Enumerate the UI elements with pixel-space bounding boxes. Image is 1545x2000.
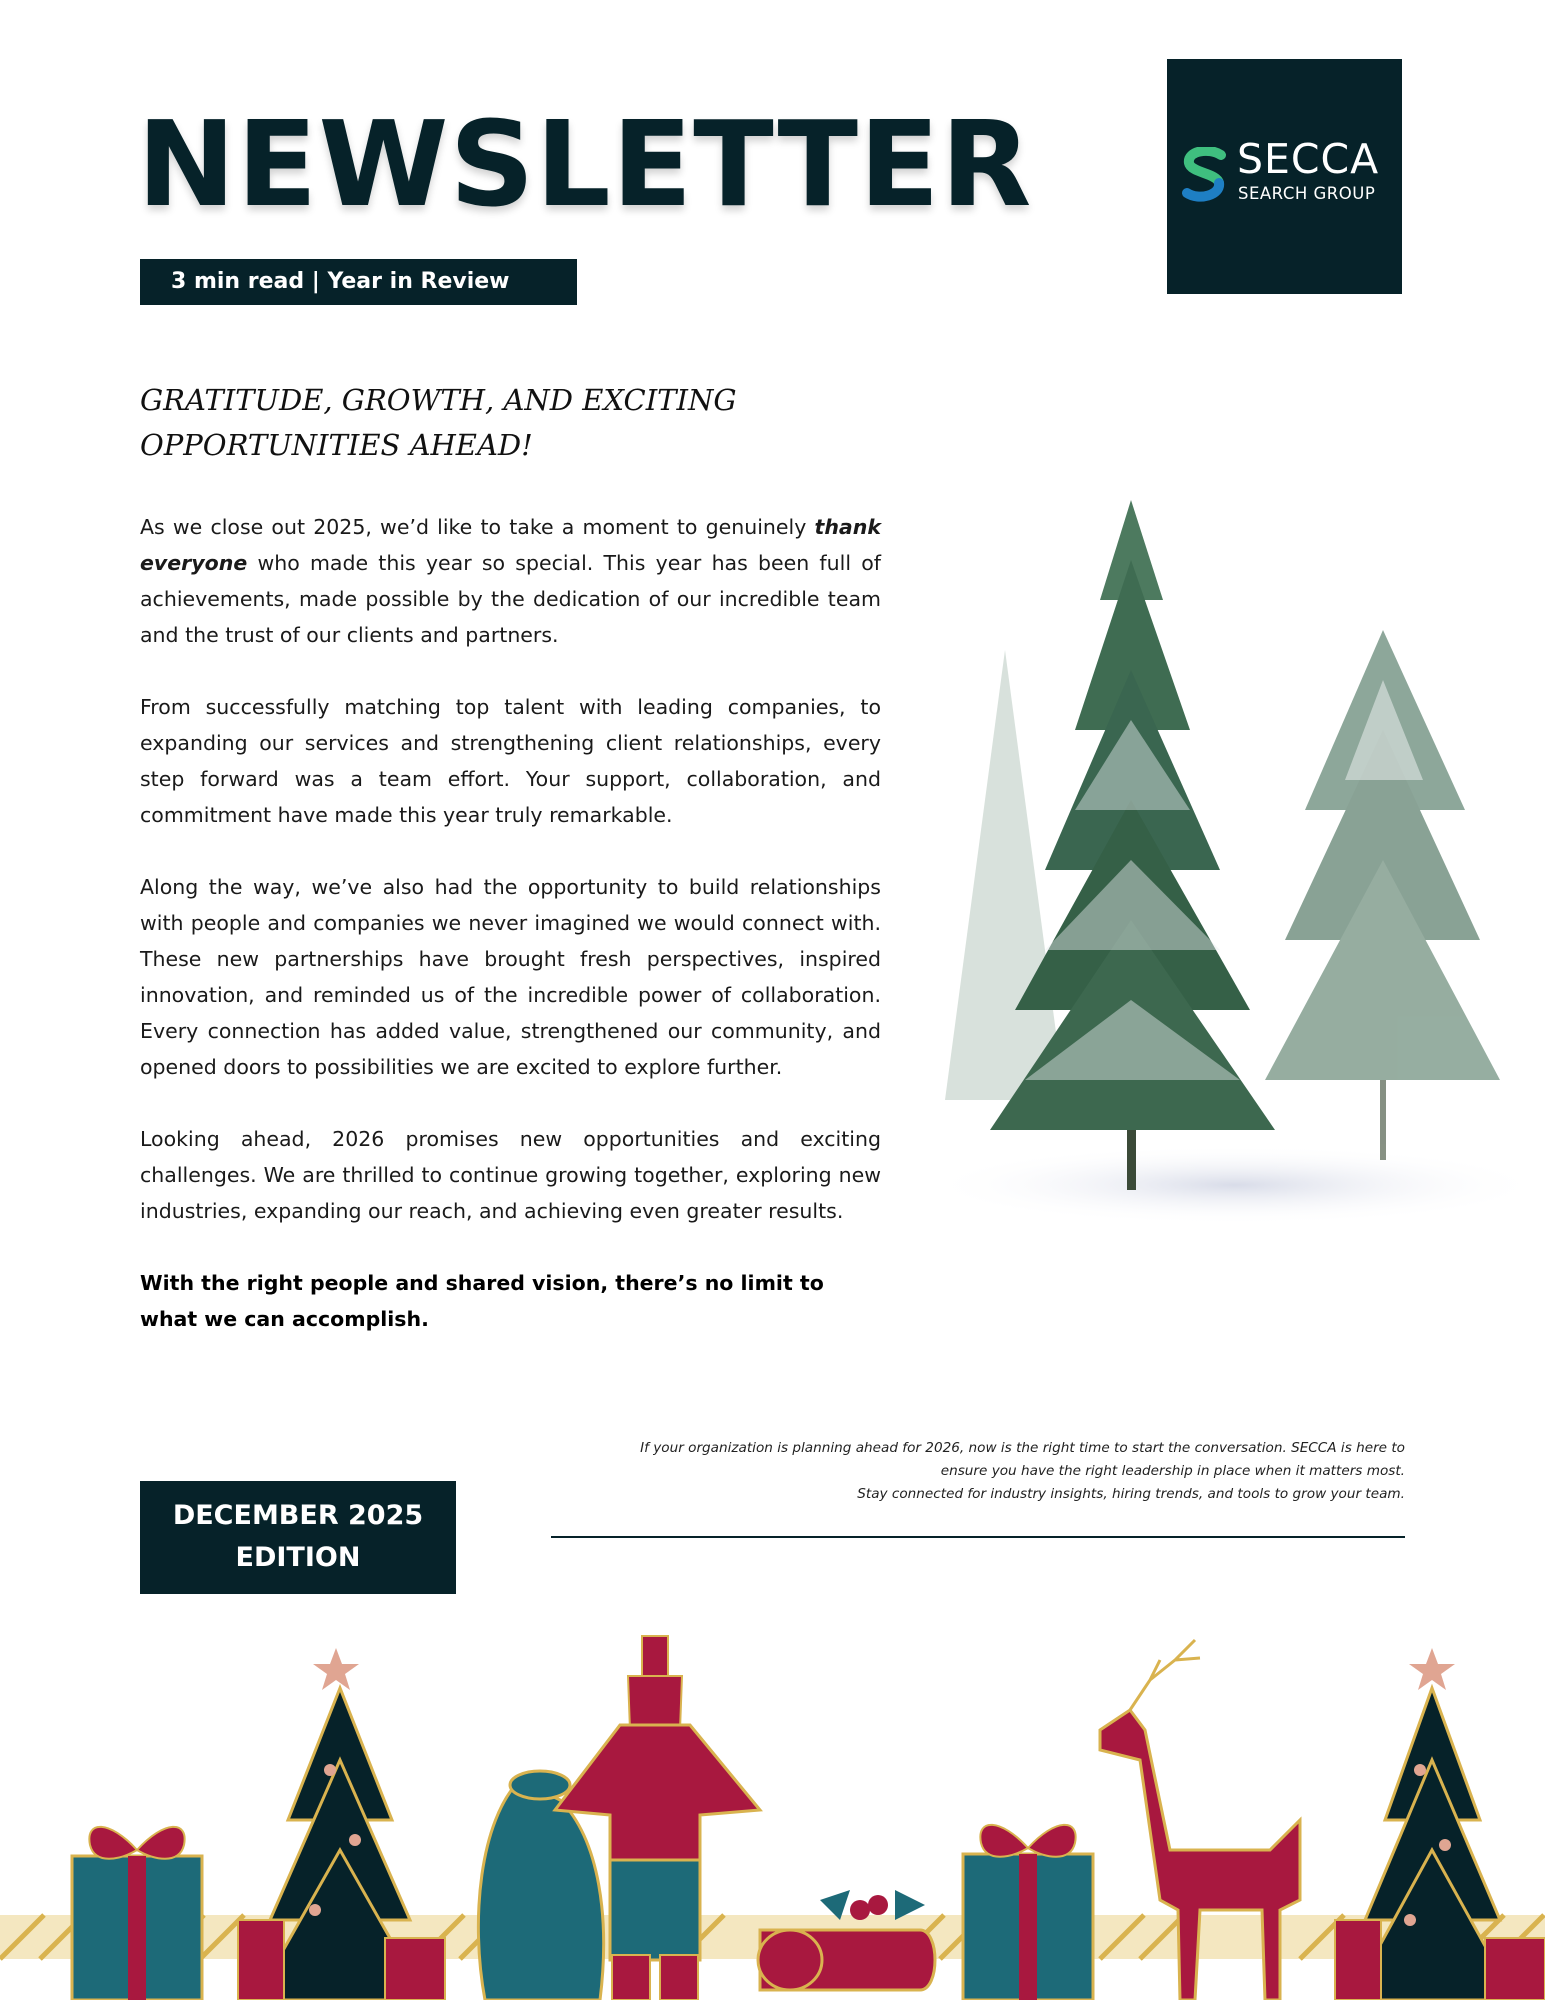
- secca-s-mark-icon: [1181, 147, 1229, 203]
- yule-log-icon: [758, 1890, 935, 1990]
- pine-tree-right-icon: [1265, 630, 1500, 1160]
- paragraph-1-intro: As we close out 2025, we’d like to take a moment to genuinely: [140, 515, 815, 539]
- paragraph-1-emphasis: thank everyone: [140, 515, 881, 575]
- paragraph-2: From successfully matching top talent with leading companies, to expanding our services and strengthening client relationships, every step forward was a team effort. Your support, collaboration, and commitment have made this year truly remarkable.: [140, 695, 881, 827]
- logo-subtitle: SEARCH GROUP: [1238, 184, 1376, 203]
- footer-note: [560, 1437, 1405, 1506]
- logo-name: SECCA: [1237, 135, 1380, 183]
- edition-badge: [140, 1481, 456, 1594]
- gift-box-left-icon: [72, 1827, 202, 2000]
- edition-label: EDITION: [235, 1542, 361, 1573]
- christmas-tree-left-icon: [238, 1648, 445, 2000]
- paragraph-3: Along the way, we’ve also had the opportunity to build relationships with people and companies we never imagined we would connect with. These new partnerships have brought fresh perspectives, inspired innovation, and reminded us of the incredible power of collaboration. Every connection has added value, strengthened our community, and opened doors to possibilities we are excited to explore further.: [140, 875, 881, 1079]
- headline: [140, 378, 780, 468]
- closing-statement: With the right people and shared vision, there’s no limit to what we can accomplish.: [140, 1271, 824, 1331]
- footer-note-line-3: Stay connected for industry insights, hiring trends, and tools to grow your team.: [857, 1486, 1405, 1502]
- festive-christmas-border: [0, 1620, 1545, 2000]
- background-tree-icon: [945, 650, 1065, 1100]
- footer-note-line-1: If your organization is planning ahead for 2026, now is the right time to start the conversation. SECCA is here to: [640, 1440, 1405, 1456]
- gift-box-right-icon: [963, 1825, 1093, 2000]
- paragraph-1: [140, 509, 881, 653]
- newsletter-title: NEWSLETTER: [137, 95, 1033, 233]
- headline-line-1: GRATITUDE, GROWTH, AND EXCITING: [140, 383, 737, 417]
- christmas-tree-right-icon: [1335, 1648, 1545, 2000]
- edition-month: DECEMBER 2025: [172, 1500, 424, 1531]
- watercolor-trees-illustration: [905, 480, 1545, 1260]
- read-time-badge: 3 min read | Year in Review: [140, 259, 577, 305]
- paragraph-1-rest: who made this year so special. This year has been full of achievements, made possible by the dedication of our incredible team and the trust of our clients and partners.: [140, 551, 881, 647]
- secca-logo: [1167, 59, 1402, 294]
- footer-divider: [551, 1536, 1405, 1538]
- footer-note-line-2: ensure you have the right leadership in place when it matters most.: [940, 1463, 1405, 1479]
- pine-tree-main-icon: [990, 500, 1275, 1190]
- article-body: [140, 509, 881, 1373]
- headline-line-2: OPPORTUNITIES AHEAD!: [140, 428, 533, 462]
- paragraph-4: Looking ahead, 2026 promises new opportunities and exciting challenges. We are thrilled to continue growing together, exploring new industries, expanding our reach, and achieving even greater results.: [140, 1127, 881, 1223]
